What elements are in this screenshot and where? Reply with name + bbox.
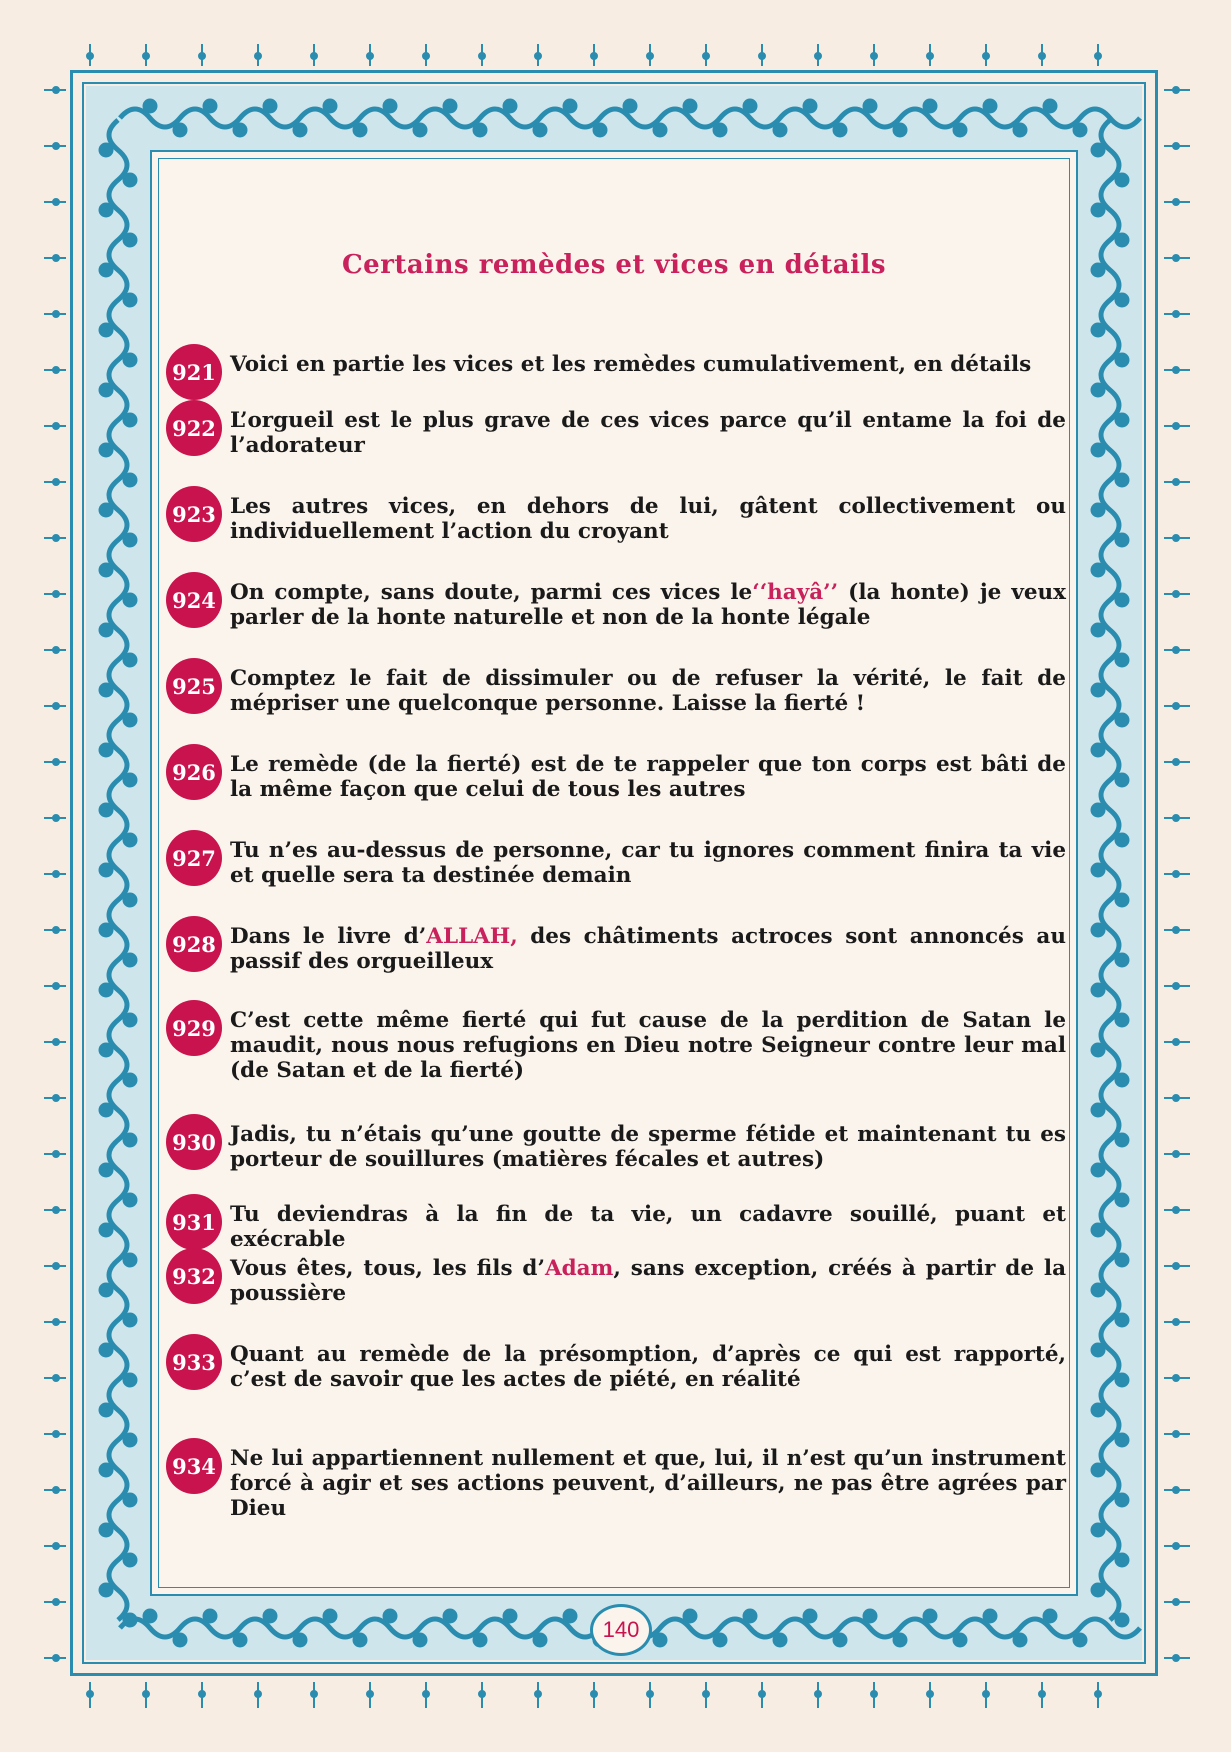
highlighted-term: Adam: [544, 1256, 614, 1281]
entry-number-badge: 930: [166, 1114, 222, 1170]
entry-number-badge: 926: [166, 744, 222, 800]
entry-text-part: des châtiments actroces sont annoncés au passif des orgueilleux: [230, 924, 1066, 974]
entry-text: Comptez le fait de dissimuler ou de refuser la vérité, le fait de mépriser une quelconque personne. Laisse la fierté !: [230, 666, 1066, 716]
entry-number-badge: 929: [166, 1000, 222, 1056]
entry-text: Jadis, tu n’étais qu’une goutte de sperme fétide et maintenant tu es porteur de souillures (matières fécales et autres): [230, 1122, 1066, 1172]
entry-number-badge: 933: [166, 1334, 222, 1390]
entry-number-badge: 932: [166, 1248, 222, 1304]
entry-text: Le remède (de la fierté) est de te rappeler que ton corps est bâti de la même façon que celui de tous les autres: [230, 752, 1066, 802]
entry-text: Tu deviendras à la fin de ta vie, un cadavre souillé, puant et exécrable: [230, 1202, 1066, 1252]
entry-number-badge: 921: [166, 344, 222, 400]
highlighted-term: ALLAH,: [426, 924, 518, 949]
entry-number-badge: 931: [166, 1194, 222, 1250]
entry-number-badge: 928: [166, 916, 222, 972]
entry-text-part: Dans le livre d’: [230, 924, 427, 949]
entry-text: L’orgueil est le plus grave de ces vices parce qu’il entame la foi de l’adorateur: [230, 408, 1066, 458]
entry-text: Ne lui appartiennent nullement et que, lui, il n’est qu’un instrument forcé à agir et ses actions peuvent, d’ailleurs, ne pas être agrées par Dieu: [230, 1446, 1066, 1521]
entry-text: C’est cette même fierté qui fut cause de la perdition de Satan le maudit, nous nous refugions en Dieu notre Seigneur contre leur mal (de Satan et de la fierté): [230, 1008, 1066, 1083]
entry-text-part: Vous êtes, tous, les fils d’: [230, 1256, 545, 1281]
entry-number-badge: 925: [166, 658, 222, 714]
entry-text: [230, 1256, 1066, 1306]
entry-number-badge: 924: [166, 572, 222, 628]
entry-text: Voici en partie les vices et les remèdes cumulativement, en détails: [230, 352, 1032, 377]
highlighted-term: ‘‘hayâ’’: [752, 580, 839, 605]
entry-text: [230, 924, 1066, 974]
entry-number-badge: 923: [166, 486, 222, 542]
entry-number-badge: 922: [166, 400, 222, 456]
entry-number-badge: 927: [166, 830, 222, 886]
page-title: Certains remèdes et vices en détails: [341, 250, 887, 280]
page-number: 140: [590, 1604, 652, 1656]
entry-text: Quant au remède de la présomption, d’après ce qui est rapporté, c’est de savoir que les actes de piété, en réalité: [230, 1342, 1066, 1392]
entry-number-badge: 934: [166, 1438, 222, 1494]
entry-text-part: , sans exception, créés à partir de la poussière: [230, 1256, 1066, 1306]
entry-text: Les autres vices, en dehors de lui, gâtent collectivement ou individuellement l’action du croyant: [230, 494, 1066, 544]
entry-text: Tu n’es au-dessus de personne, car tu ignores comment finira ta vie et quelle sera ta destinée demain: [230, 838, 1066, 888]
entry-text-part: (la honte) je veux parler de la honte naturelle et non de la honte légale: [230, 580, 1066, 630]
entry-text-part: On compte, sans doute, parmi ces vices le: [230, 580, 753, 605]
entry-text: [230, 580, 1066, 630]
